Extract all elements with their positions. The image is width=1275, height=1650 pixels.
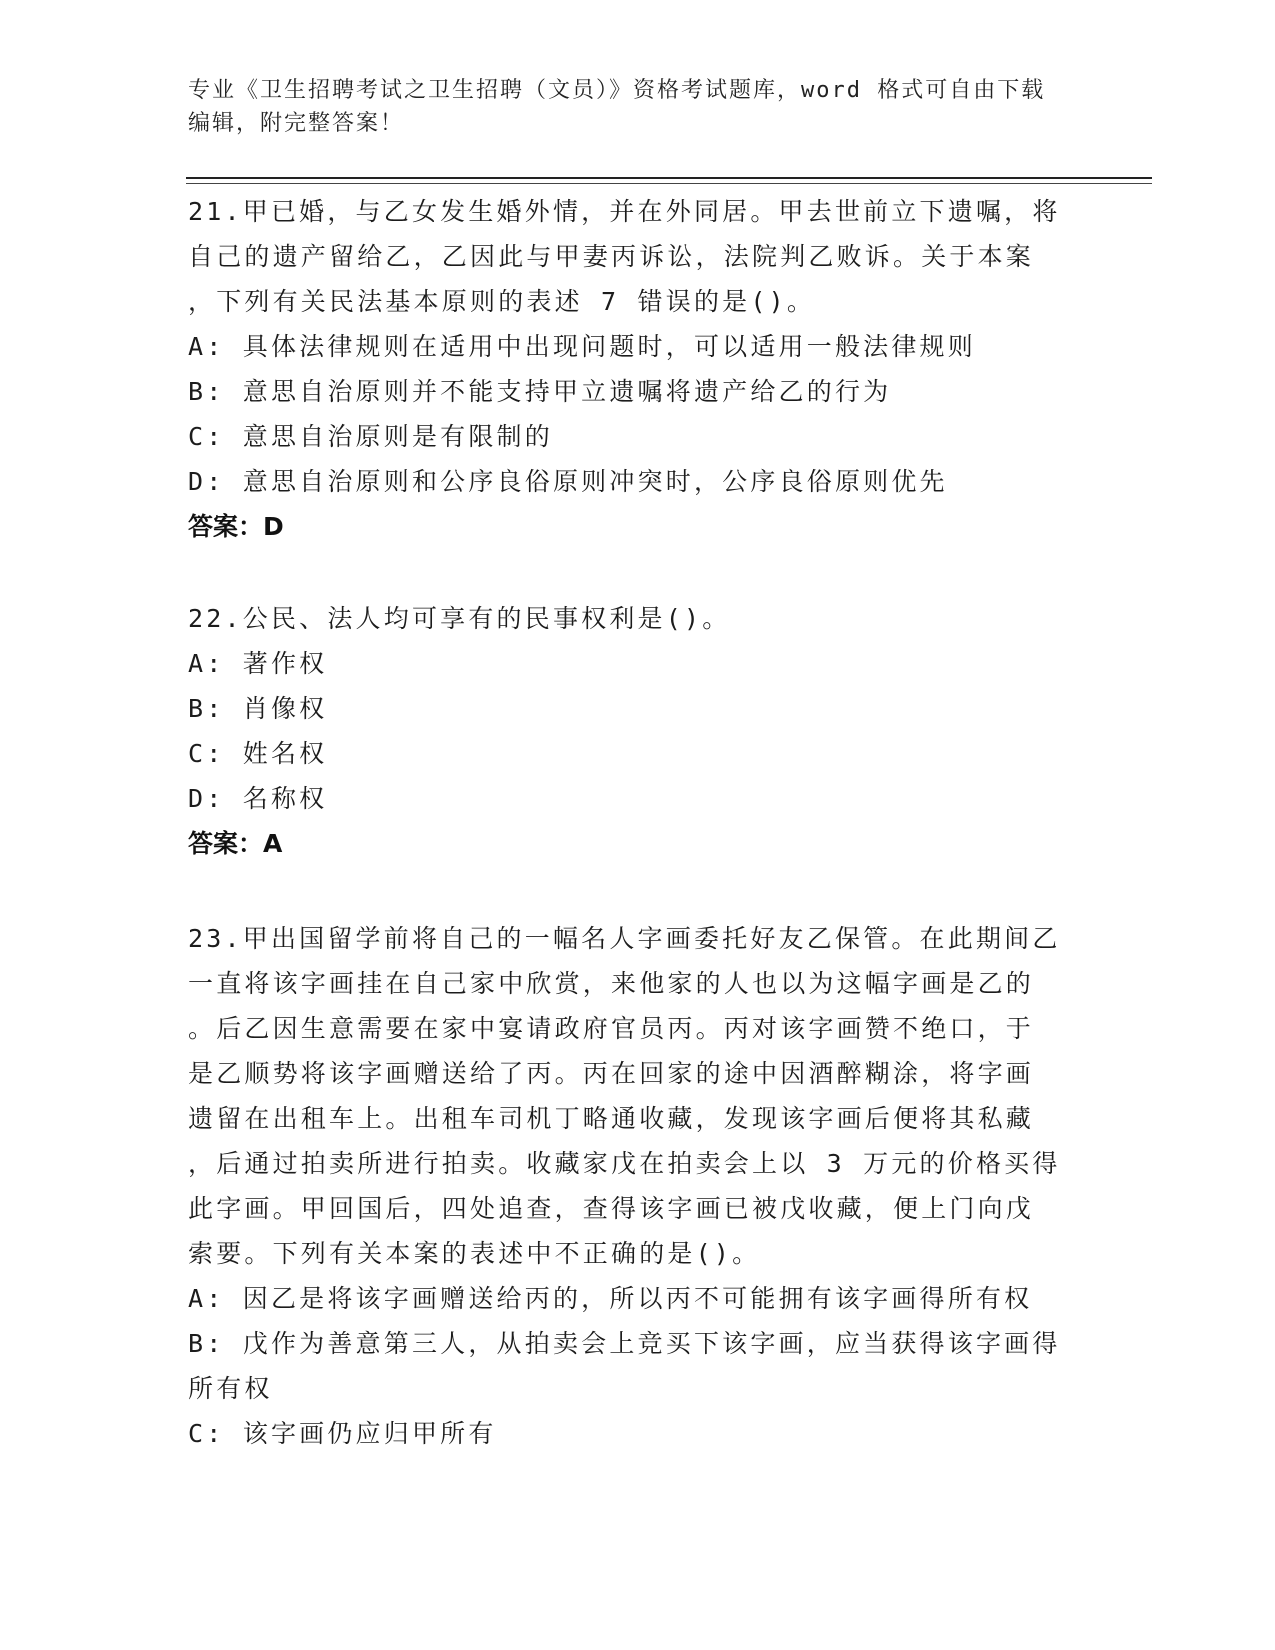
- question-stem-line: 索要。下列有关本案的表述中不正确的是()。: [188, 1239, 761, 1268]
- header-line-1: 专业《卫生招聘考试之卫生招聘（文员）》资格考试题库，word 格式可自由下载: [188, 78, 1046, 103]
- question-stem-line: 一直将该字画挂在自己家中欣赏，来他家的人也以为这幅字画是乙的: [188, 969, 1035, 998]
- option-a: A: 著作权: [188, 649, 328, 678]
- header-rule-thin: [186, 183, 1152, 184]
- question-23: [188, 916, 1068, 1456]
- option-c: C: 姓名权: [188, 739, 328, 768]
- option-b: B: 意思自治原则并不能支持甲立遗嘱将遗产给乙的行为: [188, 377, 892, 406]
- option-b-continued: 所有权: [188, 1374, 273, 1403]
- question-21: [188, 189, 1068, 549]
- question-stem-line: 自己的遗产留给乙，乙因此与甲妻丙诉讼，法院判乙败诉。关于本案: [188, 242, 1035, 271]
- answer-label: 答案：A: [188, 829, 283, 858]
- question-stem-line: 22.公民、法人均可享有的民事权利是()。: [188, 604, 731, 633]
- option-b: B: 肖像权: [188, 694, 328, 723]
- option-a: A: 具体法律规则在适用中出现问题时，可以适用一般法律规则: [188, 332, 976, 361]
- answer-label: 答案：D: [188, 512, 284, 541]
- question-stem-line: 是乙顺势将该字画赠送给了丙。丙在回家的途中因酒醉糊涂，将字画: [188, 1059, 1035, 1088]
- question-stem-line: 21.甲已婚，与乙女发生婚外情，并在外同居。甲去世前立下遗嘱，将: [188, 197, 1061, 226]
- question-22: [188, 596, 1068, 866]
- question-stem-line: 。后乙因生意需要在家中宴请政府官员丙。丙对该字画赞不绝口，于: [188, 1014, 1035, 1043]
- question-stem-line: 遗留在出租车上。出租车司机丁略通收藏，发现该字画后便将其私藏: [188, 1104, 1035, 1133]
- question-stem-line: 此字画。甲回国后，四处追查，查得该字画已被戊收藏，便上门向戊: [188, 1194, 1035, 1223]
- document-header: [188, 74, 1068, 140]
- header-rule-thick: [186, 177, 1152, 179]
- option-d: D: 名称权: [188, 784, 328, 813]
- option-d: D: 意思自治原则和公序良俗原则冲突时，公序良俗原则优先: [188, 467, 948, 496]
- question-stem-line: ，后通过拍卖所进行拍卖。收藏家戊在拍卖会上以 3 万元的价格买得: [188, 1149, 1061, 1178]
- header-line-2: 编辑，附完整答案！: [188, 111, 405, 136]
- question-stem-line: ，下列有关民法基本原则的表述 7 错误的是()。: [188, 287, 816, 316]
- question-stem-line: 23.甲出国留学前将自己的一幅名人字画委托好友乙保管。在此期间乙: [188, 924, 1061, 953]
- option-a: A: 因乙是将该字画赠送给丙的，所以丙不可能拥有该字画得所有权: [188, 1284, 1033, 1313]
- option-c: C: 该字画仍应归甲所有: [188, 1419, 497, 1448]
- option-c: C: 意思自治原则是有限制的: [188, 422, 553, 451]
- option-b: B: 戊作为善意第三人，从拍卖会上竞买下该字画，应当获得该字画得: [188, 1329, 1061, 1358]
